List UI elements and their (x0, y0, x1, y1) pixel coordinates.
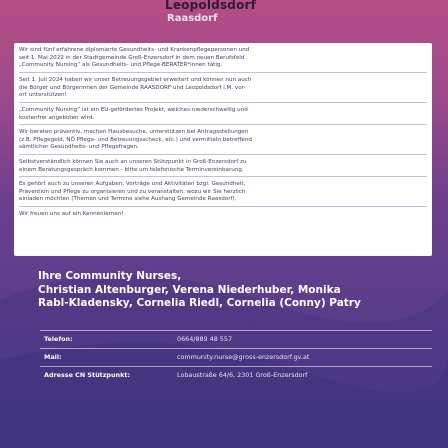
text-line: Selbstverständlich können Sie auch an unseren Stützpunkt in Groß-Enzersdorf zu (19, 159, 247, 165)
header-subtitle: Raasdorf (167, 13, 218, 24)
text-line: „Community Nursing“ ist ein EU-gefördertes Projekt, welches niederschwellig und (19, 107, 248, 113)
text-line: Wir freuen uns auf ein Kennenlernen! (19, 211, 124, 217)
paragraph-project (19, 107, 429, 122)
text-line: Wir beraten präventiv, machen Hausbesuche, unterstützen bei Antragsstellungen (19, 129, 249, 135)
header-title: Leopoldsdorf (165, 0, 257, 12)
address-text: Lobaustraße 64/6, 2301 Groß-Enzersdorf (177, 371, 308, 379)
divider (19, 154, 427, 155)
signature-greeting: Ihre Community Nurses, (38, 270, 182, 282)
text-line: einem Beratungsgespräch kommen - bitte um telefonische Terminvereinbarung. (19, 166, 244, 173)
text-line: Seit 1. Juli 2024 haben wir unser Betreuungsgebiet erweitert und können nun auch (19, 77, 252, 83)
divider (19, 124, 427, 125)
text-line: sämtlicher Gesundheits- und Pflegefragen. (19, 144, 139, 151)
contact-label: Telefon: (44, 335, 73, 343)
text-line: „Community Nursing“ als Gesundheits- und Pflege-BERATER*innen tätig. (19, 62, 223, 69)
text-line: einladen möchten (Themen und Termine siehe Aushang Gemeinde Raasdorf). (19, 196, 237, 203)
paragraph-visit (19, 159, 429, 174)
text-line: Prävention und Pflege zu organisieren und zu veranstalten, wozu wir Sie herzlich (19, 188, 246, 195)
text-line: die Bürger und Bürgerinnen der Gemeinde RAASDORF und Leopoldsdorf i.M. vor- (19, 84, 246, 91)
text-line: ort unterstützen! (19, 92, 67, 99)
signature-names: Christian Altenburger, Verena Niederhuber, Monika (38, 283, 341, 296)
email-link[interactable]: community.nurse@gross-enzersdorf.gv.at (177, 353, 310, 361)
paragraph-events (19, 181, 429, 204)
header (0, 0, 448, 30)
paragraph-intro (19, 47, 429, 70)
divider (19, 206, 427, 207)
contact-label: Adresse CN Stützpunkt: (44, 371, 130, 379)
signature-names: Rabl-Kladensky, Cornelia Riedl, Cornelia (Conny) Patry (38, 297, 361, 309)
text-line: seit 1. Mai 2022 in der Stadtgemeinde Groß-Enzersdorf in dem neuen Berufsfeld (19, 54, 245, 61)
contact-row-address (40, 366, 432, 382)
paragraph-services (19, 129, 429, 152)
divider (19, 102, 427, 103)
paragraph-closing (19, 211, 429, 219)
paragraph-extension (19, 77, 429, 100)
divider (19, 176, 427, 177)
text-line: kostenfrei angeboten wird. (19, 114, 95, 121)
text-line: Wir sind fünf erfahrene diplomierte Gesundheits- und Krankenpflegepersonen und (19, 47, 250, 53)
contact-row-phone (40, 330, 432, 346)
text-line: Es gehört auch zu unseren Aufgaben, Vorträge und Aktivitäten bzgl. Gesundheit, (19, 181, 246, 187)
contact-table (40, 330, 432, 448)
signature-block (38, 270, 438, 311)
divider (19, 72, 427, 73)
contact-row-mail (40, 348, 432, 364)
phone-number[interactable]: 0664/889 48 557 (177, 335, 233, 343)
contact-label: Mail: (44, 353, 62, 361)
letter-body (14, 43, 432, 256)
text-line: (z.B. Pflegegeld, NÖ Pflege- und Betreuungsscheck, etc.) und vermitteln betreffend (19, 136, 252, 143)
